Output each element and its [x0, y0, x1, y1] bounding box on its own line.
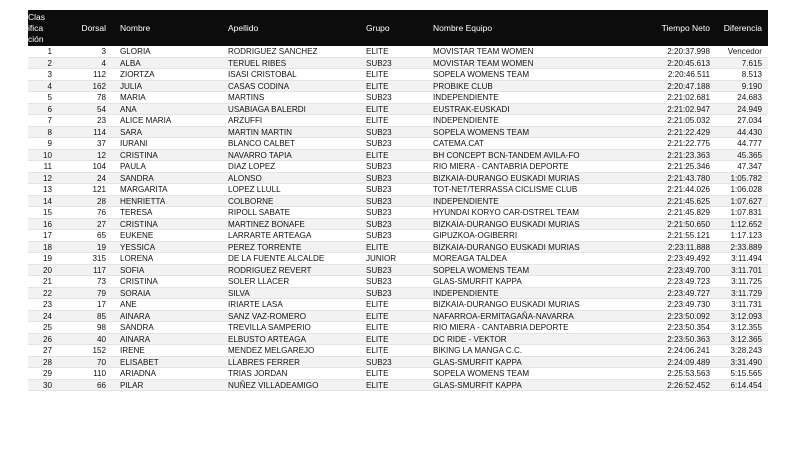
diferencia-cell: 5:15.565 — [730, 369, 762, 378]
equipo-cell: NAFARROA-ERMITAGAÑA-NAVARRA — [433, 311, 574, 321]
table-row — [28, 288, 768, 300]
apellido-cell: MARTINEZ BONAFE — [228, 219, 305, 229]
diferencia-cell: 47.347 — [737, 162, 762, 171]
dorsal-cell: 85 — [96, 311, 106, 321]
nombre-cell: YESSICA — [120, 242, 156, 252]
grupo-cell: ELITE — [366, 323, 389, 332]
diferencia-cell: 8.513 — [741, 70, 762, 79]
position-cell: 3 — [47, 70, 52, 79]
dorsal-cell: 37 — [96, 139, 106, 148]
dorsal-cell: 24 — [96, 173, 106, 183]
position-cell: 2 — [47, 58, 52, 68]
header-grupo: Grupo — [366, 23, 390, 33]
apellido-cell: ISASI CRISTOBAL — [228, 70, 297, 79]
table-row — [28, 276, 768, 288]
tiempo-cell: 2:21:44.026 — [667, 185, 710, 194]
dorsal-cell: 12 — [96, 150, 106, 160]
table-row — [28, 299, 768, 311]
apellido-cell: MARTIN MARTIN — [228, 127, 293, 137]
header-diferencia: Diferencia — [723, 23, 762, 33]
equipo-cell: RIO MIERA - CANTABRIA DEPORTE — [433, 162, 569, 171]
table-row — [28, 184, 768, 196]
diferencia-cell: 2:33.889 — [730, 242, 762, 252]
diferencia-cell: 3:11.731 — [731, 300, 762, 309]
equipo-cell: GLAS-SMURFIT KAPPA — [433, 380, 522, 390]
table-row — [28, 161, 768, 173]
dorsal-cell: 65 — [96, 231, 106, 240]
position-cell: 27 — [42, 346, 52, 355]
equipo-cell: PROBIKE CLUB — [433, 81, 493, 91]
table-row — [28, 58, 768, 70]
nombre-cell: ANA — [120, 104, 137, 114]
table-row — [28, 81, 768, 93]
position-cell: 15 — [42, 208, 52, 217]
dorsal-cell: 17 — [96, 300, 106, 309]
table-row — [28, 46, 768, 58]
grupo-cell: ELITE — [366, 311, 389, 321]
apellido-cell: DIAZ LOPEZ — [228, 162, 276, 171]
equipo-cell: CATEMA.CAT — [433, 139, 484, 148]
nombre-cell: SARA — [120, 127, 143, 137]
header-clasificacion-line: ción — [28, 34, 44, 44]
dorsal-cell: 40 — [96, 334, 106, 344]
tiempo-cell: 2:21:43.780 — [667, 173, 710, 183]
position-cell: 7 — [47, 116, 52, 125]
tiempo-cell: 2:21:50.650 — [667, 219, 710, 229]
table-row — [28, 380, 768, 392]
grupo-cell: SUB23 — [366, 127, 392, 137]
apellido-cell: SOLER LLACER — [228, 277, 290, 286]
equipo-cell: MOVISTAR TEAM WOMEN — [433, 58, 534, 68]
diferencia-cell: 27.034 — [737, 116, 762, 125]
equipo-cell: SOPELA WOMENS TEAM — [433, 127, 530, 137]
equipo-cell: MOREAGA TALDEA — [433, 254, 507, 263]
tiempo-cell: 2:21:23.363 — [667, 150, 710, 160]
position-cell: 11 — [43, 162, 52, 171]
tiempo-cell: 2:21:22.775 — [667, 139, 710, 148]
grupo-cell: ELITE — [366, 70, 389, 79]
nombre-cell: AINARA — [120, 311, 151, 321]
apellido-cell: ELBUSTO ARTEAGA — [228, 334, 306, 344]
apellido-cell: RIPOLL SABATE — [228, 208, 291, 217]
diferencia-cell: 3:31.490 — [730, 357, 762, 367]
nombre-cell: PAULA — [120, 162, 146, 171]
tiempo-cell: 2:21:45.625 — [667, 196, 710, 206]
apellido-cell: LOPEZ LLULL — [228, 185, 281, 194]
table-row — [28, 127, 768, 139]
nombre-cell: SANDRA — [120, 323, 154, 332]
header-clasificacion — [28, 12, 56, 45]
grupo-cell: ELITE — [366, 346, 389, 355]
table-row — [28, 230, 768, 242]
diferencia-cell: 1:06.028 — [730, 185, 762, 194]
equipo-cell: TOT-NET/TERRASSA CICLISME CLUB — [433, 185, 578, 194]
apellido-cell: IRIARTE LASA — [228, 300, 283, 309]
dorsal-cell: 110 — [93, 369, 106, 378]
grupo-cell: ELITE — [366, 369, 389, 378]
nombre-cell: JULIA — [120, 81, 143, 91]
grupo-cell: SUB23 — [366, 58, 392, 68]
nombre-cell: ZIORTZA — [120, 70, 155, 79]
diferencia-cell: 3:11.729 — [731, 288, 762, 298]
grupo-cell: SUB23 — [366, 231, 392, 240]
position-cell: 25 — [42, 323, 52, 332]
dorsal-cell: 19 — [96, 242, 106, 252]
results-sheet — [28, 10, 768, 467]
position-cell: 1 — [47, 47, 52, 56]
tiempo-cell: 2:20:37.998 — [667, 47, 710, 56]
table-row — [28, 265, 768, 277]
dorsal-cell: 54 — [96, 104, 106, 114]
equipo-cell: BIKING LA MANGA C.C. — [433, 346, 523, 355]
header-dorsal: Dorsal — [81, 23, 106, 33]
apellido-cell: NUÑEZ VILLADEAMIGO — [228, 380, 319, 390]
nombre-cell: ALICE MARIA — [120, 116, 172, 125]
position-cell: 9 — [47, 139, 52, 148]
tiempo-cell: 2:24:06.241 — [667, 346, 710, 355]
position-cell: 23 — [42, 300, 52, 309]
table-row — [28, 368, 768, 380]
tiempo-cell: 2:23:50.092 — [667, 311, 710, 321]
diferencia-cell: 3:28.243 — [730, 346, 762, 355]
header-clasificacion-line: ifica — [28, 23, 44, 33]
nombre-cell: AINARA — [120, 334, 151, 344]
diferencia-cell: 24.683 — [737, 93, 762, 102]
diferencia-cell: 24.949 — [737, 104, 762, 114]
grupo-cell: SUB23 — [366, 93, 392, 102]
equipo-cell: BIZKAIA-DURANGO EUSKADI MURIAS — [433, 219, 580, 229]
position-cell: 20 — [42, 265, 52, 275]
tiempo-cell: 2:20:47.188 — [667, 81, 710, 91]
nombre-cell: LORENA — [120, 254, 154, 263]
position-cell: 19 — [42, 254, 52, 263]
header-apellido: Apellido — [228, 23, 259, 33]
apellido-cell: MARTINS — [228, 93, 265, 102]
nombre-cell: SORAIA — [120, 288, 151, 298]
table-row — [28, 253, 768, 265]
table-row — [28, 150, 768, 162]
grupo-cell: JUNIOR — [366, 254, 397, 263]
apellido-cell: RODRIGUEZ SANCHEZ — [228, 47, 318, 56]
dorsal-cell: 152 — [92, 346, 106, 355]
tiempo-cell: 2:24:09.489 — [667, 357, 710, 367]
position-cell: 4 — [47, 81, 52, 91]
dorsal-cell: 98 — [96, 323, 106, 332]
apellido-cell: DE LA FUENTE ALCALDE — [228, 254, 325, 263]
dorsal-cell: 28 — [96, 196, 106, 206]
grupo-cell: ELITE — [366, 47, 389, 56]
nombre-cell: PILAR — [120, 380, 144, 390]
header-equipo: Nombre Equipo — [433, 23, 493, 33]
tiempo-cell: 2:25:53.563 — [667, 369, 710, 378]
diferencia-cell: 1:12.652 — [730, 219, 762, 229]
apellido-cell: NAVARRO TAPIA — [228, 150, 292, 160]
grupo-cell: SUB23 — [366, 219, 392, 229]
diferencia-cell: 3:12.355 — [730, 323, 762, 332]
position-cell: 22 — [42, 288, 52, 298]
table-row — [28, 322, 768, 334]
tiempo-cell: 2:20:46.511 — [667, 70, 710, 79]
table-row — [28, 138, 768, 150]
tiempo-cell: 2:23:50.354 — [667, 323, 710, 332]
dorsal-cell: 162 — [92, 81, 106, 91]
apellido-cell: RODRIGUEZ REVERT — [228, 265, 312, 275]
apellido-cell: ALONSO — [228, 173, 262, 183]
nombre-cell: IURANI — [120, 139, 148, 148]
equipo-cell: RIO MIERA - CANTABRIA DEPORTE — [433, 323, 569, 332]
dorsal-cell: 70 — [96, 357, 106, 367]
equipo-cell: GLAS-SMURFIT KAPPA — [433, 357, 522, 367]
tiempo-cell: 2:21:02.681 — [667, 93, 710, 102]
grupo-cell: ELITE — [366, 380, 389, 390]
equipo-cell: SOPELA WOMENS TEAM — [433, 265, 530, 275]
dorsal-cell: 315 — [92, 254, 106, 263]
apellido-cell: TRIAS JORDAN — [228, 369, 288, 378]
diferencia-cell: 44.777 — [737, 139, 762, 148]
tiempo-cell: 2:23:49.700 — [667, 265, 710, 275]
position-cell: 13 — [42, 185, 52, 194]
dorsal-cell: 121 — [92, 185, 106, 194]
diferencia-cell: Vencedor — [727, 47, 762, 56]
diferencia-cell: 3:12.365 — [730, 334, 762, 344]
apellido-cell: SILVA — [228, 288, 250, 298]
diferencia-cell: 3:11.701 — [731, 265, 762, 275]
nombre-cell: MARIA — [120, 93, 146, 102]
equipo-cell: BIZKAIA-DURANGO EUSKADI MURIAS — [433, 242, 580, 252]
position-cell: 5 — [47, 93, 52, 102]
position-cell: 8 — [47, 127, 52, 137]
diferencia-cell: 3:11.725 — [731, 277, 762, 286]
table-row — [28, 219, 768, 231]
equipo-cell: INDEPENDIENTE — [433, 93, 499, 102]
equipo-cell: HYUNDAI KORYO CAR-DSTREL TEAM — [433, 208, 580, 217]
tiempo-cell: 2:23:49.727 — [667, 288, 710, 298]
position-cell: 29 — [42, 369, 52, 378]
header-nombre: Nombre — [120, 23, 151, 33]
grupo-cell: SUB23 — [366, 139, 392, 148]
tiempo-cell: 2:20:45.613 — [667, 58, 710, 68]
nombre-cell: ELISABET — [120, 357, 159, 367]
diferencia-cell: 44.430 — [737, 127, 762, 137]
table-row — [28, 173, 768, 185]
nombre-cell: IRENE — [120, 346, 145, 355]
position-cell: 18 — [42, 242, 52, 252]
diferencia-cell: 1:07.831 — [730, 208, 762, 217]
apellido-cell: LARRARTE ARTEAGA — [228, 231, 312, 240]
nombre-cell: ANE — [120, 300, 137, 309]
grupo-cell: ELITE — [366, 116, 389, 125]
table-row — [28, 69, 768, 81]
dorsal-cell: 27 — [96, 219, 106, 229]
apellido-cell: USABIAGA BALERDI — [228, 104, 306, 114]
tiempo-cell: 2:21:55.121 — [667, 231, 710, 240]
diferencia-cell: 3:12.093 — [730, 311, 762, 321]
tiempo-cell: 2:21:45.829 — [667, 208, 710, 217]
table-header — [28, 10, 768, 46]
position-cell: 17 — [42, 231, 52, 240]
nombre-cell: ARIADNA — [120, 369, 156, 378]
table-row — [28, 207, 768, 219]
equipo-cell: BH CONCEPT BCN-TANDEM AVILA-FO — [433, 150, 580, 160]
apellido-cell: ARZUFFI — [228, 116, 263, 125]
dorsal-cell: 3 — [101, 47, 106, 56]
table-row — [28, 334, 768, 346]
nombre-cell: EUKENE — [120, 231, 154, 240]
equipo-cell: INDEPENDIENTE — [433, 288, 499, 298]
dorsal-cell: 4 — [101, 58, 106, 68]
tiempo-cell: 2:26:52.452 — [667, 380, 710, 390]
nombre-cell: GLORIA — [120, 47, 151, 56]
header-clasificacion-line: Clas — [28, 12, 46, 22]
nombre-cell: CRISTINA — [120, 219, 158, 229]
equipo-cell: INDEPENDIENTE — [433, 116, 499, 125]
equipo-cell: BIZKAIA-DURANGO EUSKADI MURIAS — [433, 300, 580, 309]
table-body — [28, 46, 768, 391]
nombre-cell: HENRIETTA — [120, 196, 166, 206]
grupo-cell: ELITE — [366, 81, 389, 91]
nombre-cell: TERESA — [120, 208, 153, 217]
tiempo-cell: 2:21:25.346 — [667, 162, 710, 171]
dorsal-cell: 23 — [96, 116, 106, 125]
apellido-cell: BLANCO CALBET — [228, 139, 296, 148]
table-row — [28, 242, 768, 254]
tiempo-cell: 2:23:49.492 — [667, 254, 710, 263]
apellido-cell: LLABRES FERRER — [228, 357, 300, 367]
apellido-cell: COLBORNE — [228, 196, 274, 206]
equipo-cell: MOVISTAR TEAM WOMEN — [433, 47, 534, 56]
nombre-cell: ALBA — [120, 58, 141, 68]
nombre-cell: SANDRA — [120, 173, 154, 183]
grupo-cell: ELITE — [366, 104, 389, 114]
apellido-cell: PEREZ TORRENTE — [228, 242, 302, 252]
dorsal-cell: 114 — [93, 127, 106, 137]
equipo-cell: GIPUZKOA-OGIBERRI — [433, 231, 518, 240]
diferencia-cell: 7.615 — [741, 58, 762, 68]
table-row — [28, 357, 768, 369]
apellido-cell: MENDEZ MELGAREJO — [228, 346, 315, 355]
equipo-cell: GLAS-SMURFIT KAPPA — [433, 277, 522, 286]
diferencia-cell: 3:11.494 — [731, 254, 762, 263]
position-cell: 26 — [42, 334, 52, 344]
nombre-cell: MARGARITA — [120, 185, 168, 194]
equipo-cell: SOPELA WOMENS TEAM — [433, 70, 530, 79]
grupo-cell: SUB23 — [366, 357, 392, 367]
grupo-cell: SUB23 — [366, 185, 392, 194]
equipo-cell: EUSTRAK-EUSKADI — [433, 104, 510, 114]
dorsal-cell: 104 — [92, 162, 106, 171]
header-tiempo: Tiempo Neto — [661, 23, 710, 33]
position-cell: 6 — [47, 104, 52, 114]
grupo-cell: SUB23 — [366, 265, 392, 275]
diferencia-cell: 1:05.782 — [730, 173, 762, 183]
diferencia-cell: 1:07.627 — [730, 196, 762, 206]
grupo-cell: SUB23 — [366, 277, 392, 286]
diferencia-cell: 45.365 — [737, 150, 762, 160]
grupo-cell: SUB23 — [366, 288, 392, 298]
position-cell: 24 — [42, 311, 52, 321]
dorsal-cell: 66 — [96, 380, 106, 390]
position-cell: 14 — [42, 196, 52, 206]
grupo-cell: SUB23 — [366, 196, 392, 206]
grupo-cell: SUB23 — [366, 162, 392, 171]
position-cell: 21 — [42, 277, 52, 286]
grupo-cell: ELITE — [366, 150, 389, 160]
nombre-cell: CRISTINA — [120, 277, 158, 286]
grupo-cell: ELITE — [366, 334, 389, 344]
grupo-cell: SUB23 — [366, 208, 392, 217]
position-cell: 30 — [42, 380, 52, 390]
grupo-cell: ELITE — [366, 242, 389, 252]
equipo-cell: INDEPENDIENTE — [433, 196, 499, 206]
apellido-cell: TERUEL RIBES — [228, 58, 287, 68]
diferencia-cell: 1:17.123 — [730, 231, 762, 240]
dorsal-cell: 78 — [96, 93, 106, 102]
position-cell: 16 — [42, 219, 52, 229]
apellido-cell: TREVILLA SAMPERIO — [228, 323, 311, 332]
table-row — [28, 196, 768, 208]
table-row — [28, 311, 768, 323]
equipo-cell: DC RIDE - VEKTOR — [433, 334, 507, 344]
dorsal-cell: 112 — [93, 70, 106, 79]
tiempo-cell: 2:23:49.723 — [667, 277, 710, 286]
position-cell: 12 — [42, 173, 52, 183]
dorsal-cell: 117 — [93, 265, 106, 275]
nombre-cell: CRISTINA — [120, 150, 158, 160]
apellido-cell: SANZ VAZ-ROMERO — [228, 311, 307, 321]
dorsal-cell: 73 — [96, 277, 106, 286]
equipo-cell: BIZKAIA-DURANGO EUSKADI MURIAS — [433, 173, 580, 183]
tiempo-cell: 2:21:05.032 — [667, 116, 710, 125]
tiempo-cell: 2:23:49.730 — [667, 300, 710, 309]
nombre-cell: SOFIA — [120, 265, 145, 275]
table-row — [28, 115, 768, 127]
position-cell: 28 — [42, 357, 52, 367]
equipo-cell: SOPELA WOMENS TEAM — [433, 369, 530, 378]
tiempo-cell: 2:21:22.429 — [667, 127, 710, 137]
tiempo-cell: 2:21:02.947 — [667, 104, 710, 114]
tiempo-cell: 2:23:11.888 — [667, 242, 710, 252]
table-row — [28, 104, 768, 116]
position-cell: 10 — [42, 150, 52, 160]
grupo-cell: SUB23 — [366, 173, 392, 183]
tiempo-cell: 2:23:50.363 — [667, 334, 710, 344]
dorsal-cell: 76 — [96, 208, 106, 217]
diferencia-cell: 9.190 — [741, 81, 762, 91]
dorsal-cell: 79 — [96, 288, 106, 298]
grupo-cell: ELITE — [366, 300, 389, 309]
diferencia-cell: 6:14.454 — [730, 380, 762, 390]
table-row — [28, 92, 768, 104]
table-row — [28, 345, 768, 357]
apellido-cell: CASAS CODINA — [228, 81, 290, 91]
